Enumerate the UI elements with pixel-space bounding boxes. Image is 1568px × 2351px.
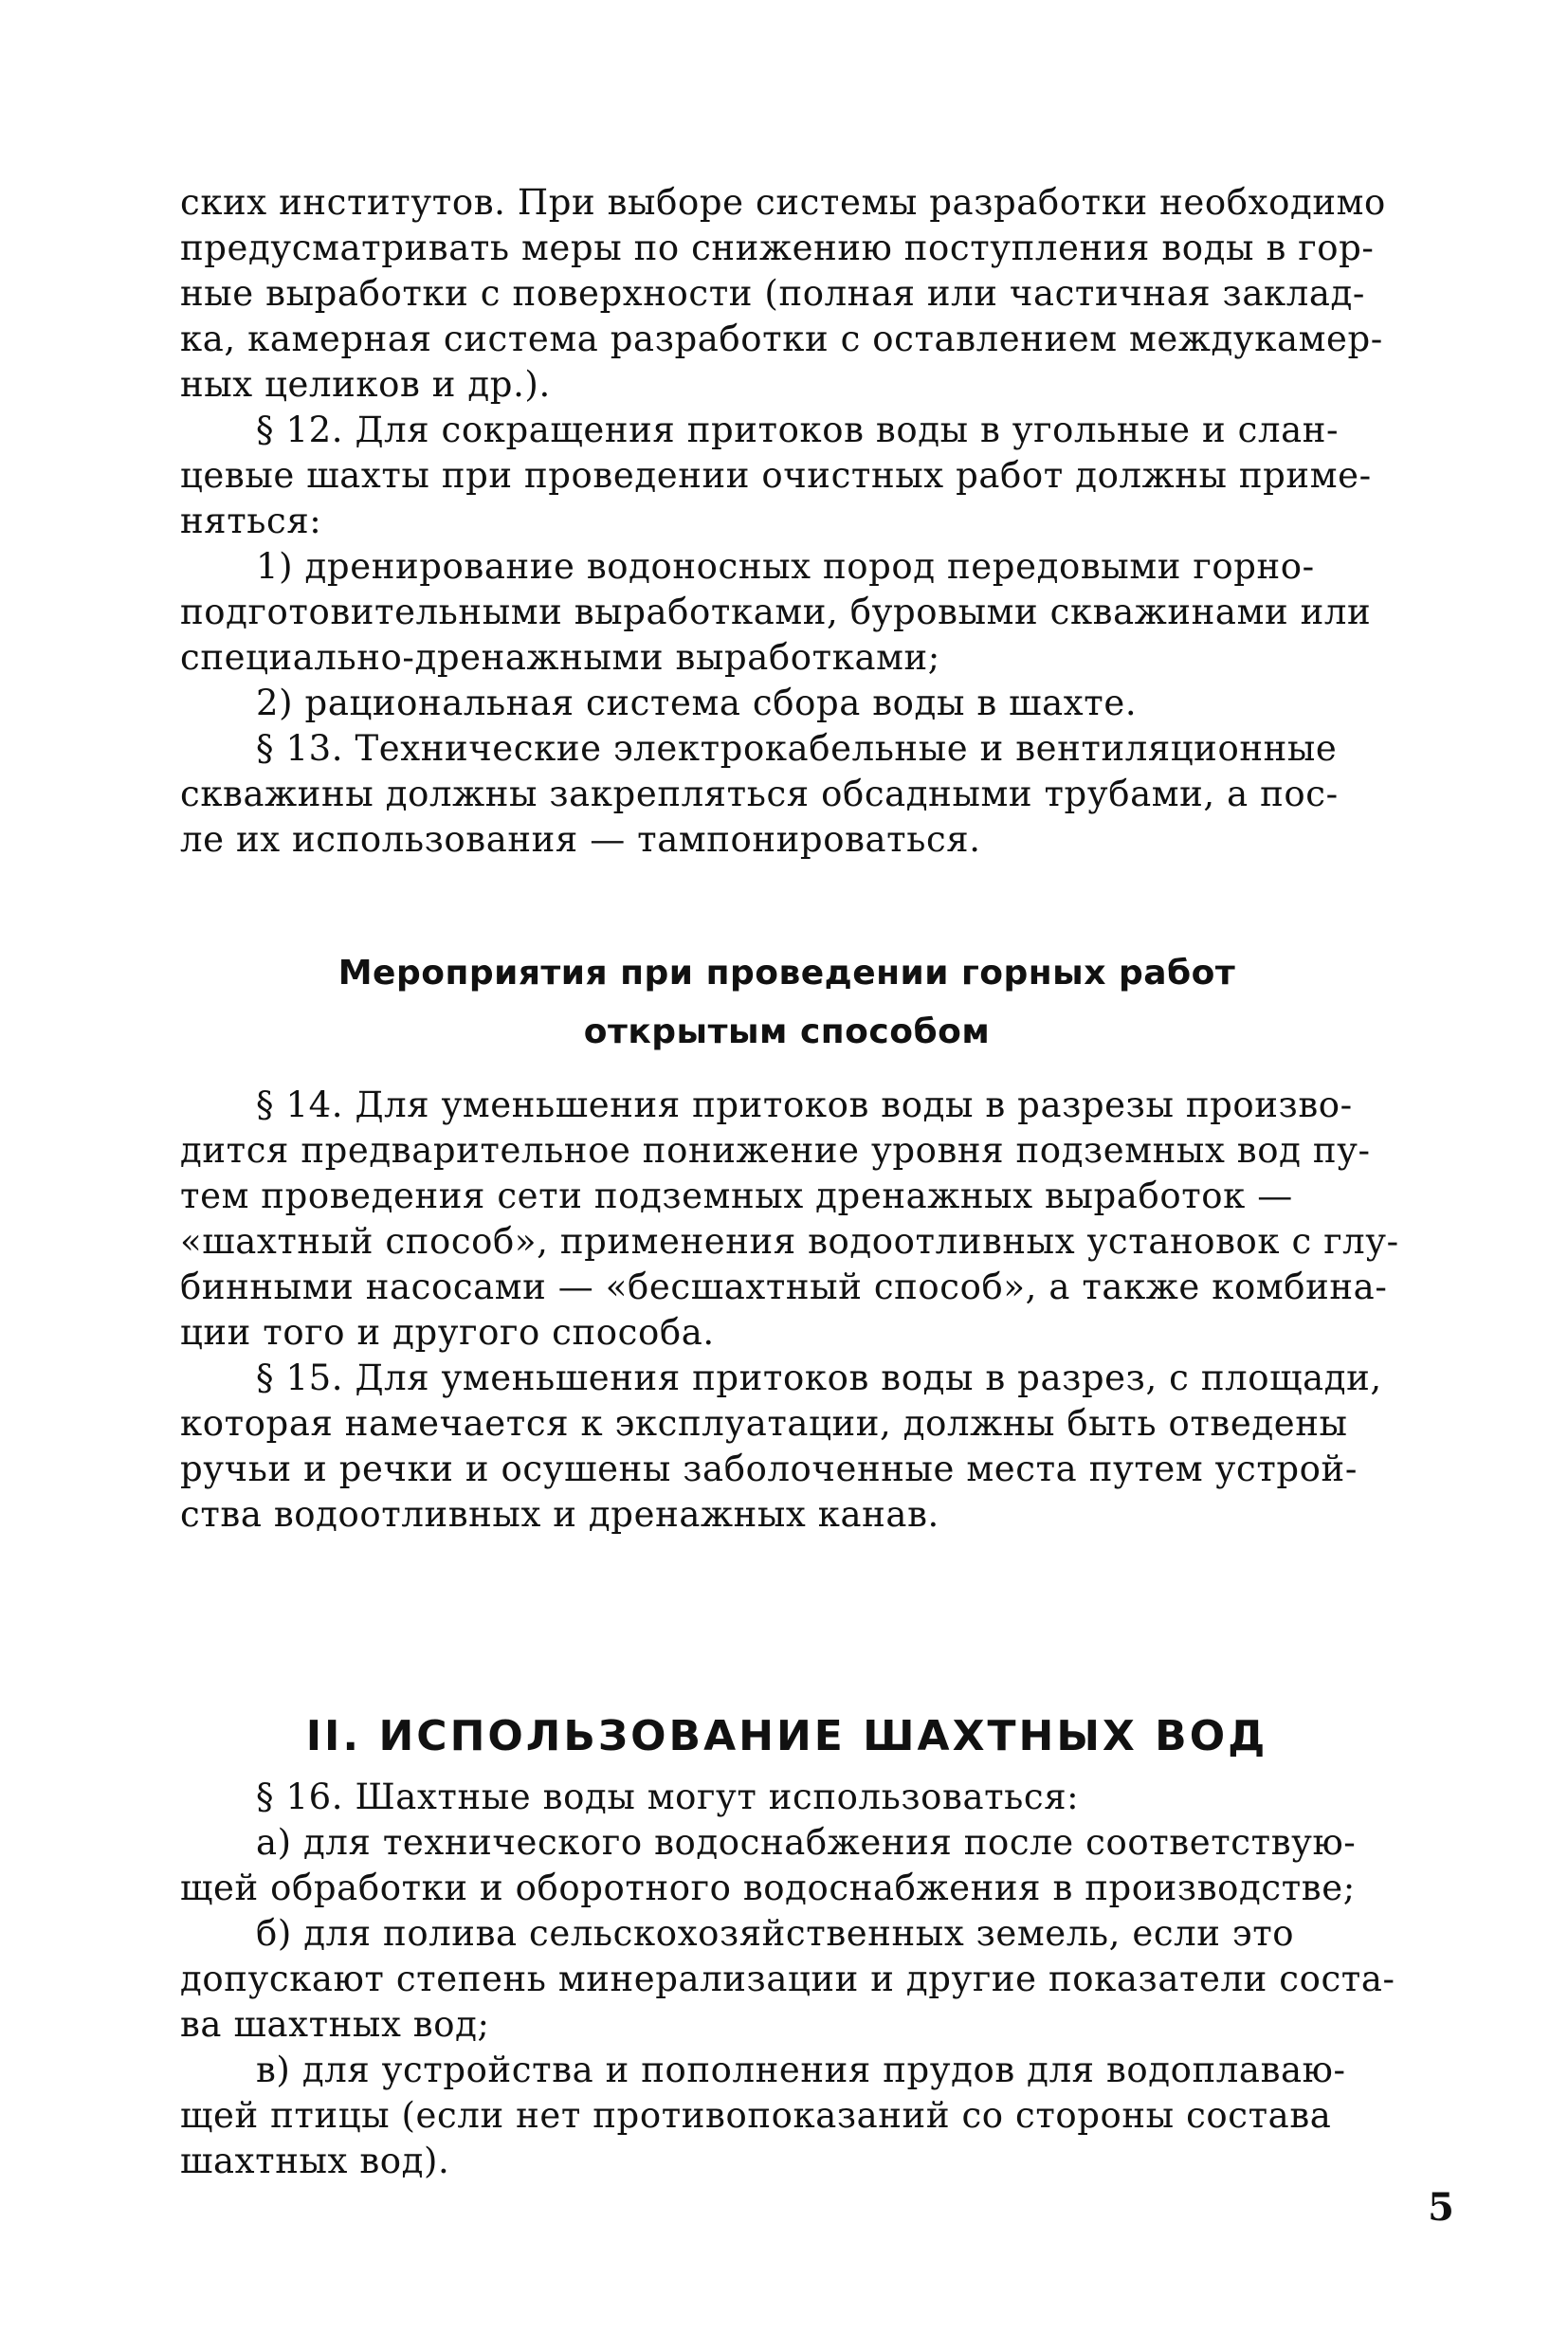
section-title: II. ИСПОЛЬЗОВАНИЕ ШАХТНЫХ ВОД [305,1712,1268,1760]
text-line: подготовительными выработками, буровыми скважинами или [180,592,1372,632]
text-line: бинными насосами — «бесшахтный способ», а также комбина- [180,1267,1388,1307]
list-item-c: в) для устройства и пополнения прудов для водоплаваю- [256,2050,1346,2090]
text-line: § 13. Технические электрокабельные и вентиляционные [256,728,1338,769]
heading-line: Мероприятия при проведении горных работ [337,954,1236,993]
heading-line: открытым способом [583,1012,991,1051]
text-line: которая намечается к эксплуатации, должны быть отведены [180,1403,1348,1444]
text-line: § 15. Для уменьшения притоков воды в разрез, с площади, [256,1358,1382,1398]
text-line: тем проведения сети подземных дренажных выработок — [180,1176,1293,1216]
paragraph-intro [180,180,1394,408]
list-item-b: б) для полива сельскохозяйственных земель, если это [256,1913,1295,1954]
text-line: § 14. Для уменьшения притоков воды в разрезы произво- [256,1084,1353,1125]
text-line: специально-дренажными выработками; [180,637,940,678]
list-item-2: 2) рациональная система сбора воды в шахте. [256,683,1138,723]
text-line: ные выработки с поверхности (полная или частичная заклад- [180,273,1365,314]
text-line: щей обработки и оборотного водоснабжения в производстве; [180,1868,1356,1908]
text-line: предусматривать меры по снижению поступления воды в гор- [180,228,1375,268]
text-line: шахтных вод). [180,2141,450,2181]
paragraph-section-14 [180,1083,1399,1356]
text-line: няться: [180,501,322,541]
text-line: ских институтов. При выборе системы разработки необходимо [180,182,1386,223]
page-number: 5 [1428,2185,1454,2230]
text-line: скважины должны закрепляться обсадными трубами, а пос- [180,774,1339,814]
paragraph-section-13 [180,726,1394,863]
text-line: ка, камерная система разработки с оставлением междукамер- [180,319,1383,359]
text-line: дится предварительное понижение уровня подземных вод пу- [180,1130,1371,1171]
text-line: щей птицы (если нет противопоказаний со стороны состава [180,2095,1332,2136]
text-line: ных целиков и др.). [180,364,551,405]
text-line: «шахтный способ», применения водоотливных установок с глу- [180,1221,1399,1262]
paragraph-section-16 [180,1775,1394,2184]
text-line: § 12. Для сокращения притоков воды в угольные и слан- [256,410,1340,450]
document-page [180,180,1399,2313]
text-line: ва шахтных вод; [180,2004,490,2045]
heading-open-pit [180,944,1394,1062]
text-line: ручьи и речки и осушены заболоченные места путем устрой- [180,1449,1358,1489]
text-line: ции того и другого способа. [180,1312,715,1353]
text-line: ле их использования — тампонироваться. [180,819,981,860]
paragraph-section-15 [180,1356,1394,1538]
paragraph-section-12 [180,408,1394,726]
list-item-1: 1) дренирование водоносных пород передовыми горно- [256,546,1315,587]
text-line: цевые шахты при проведении очистных работ должны приме- [180,455,1372,496]
text-line: § 16. Шахтные воды могут использоваться: [256,1777,1080,1817]
list-item-a: а) для технического водоснабжения после соответствую- [256,1822,1357,1863]
text-line: допускают степень минерализации и другие показатели соста- [180,1959,1395,1999]
text-line: ства водоотливных и дренажных канав. [180,1494,939,1535]
